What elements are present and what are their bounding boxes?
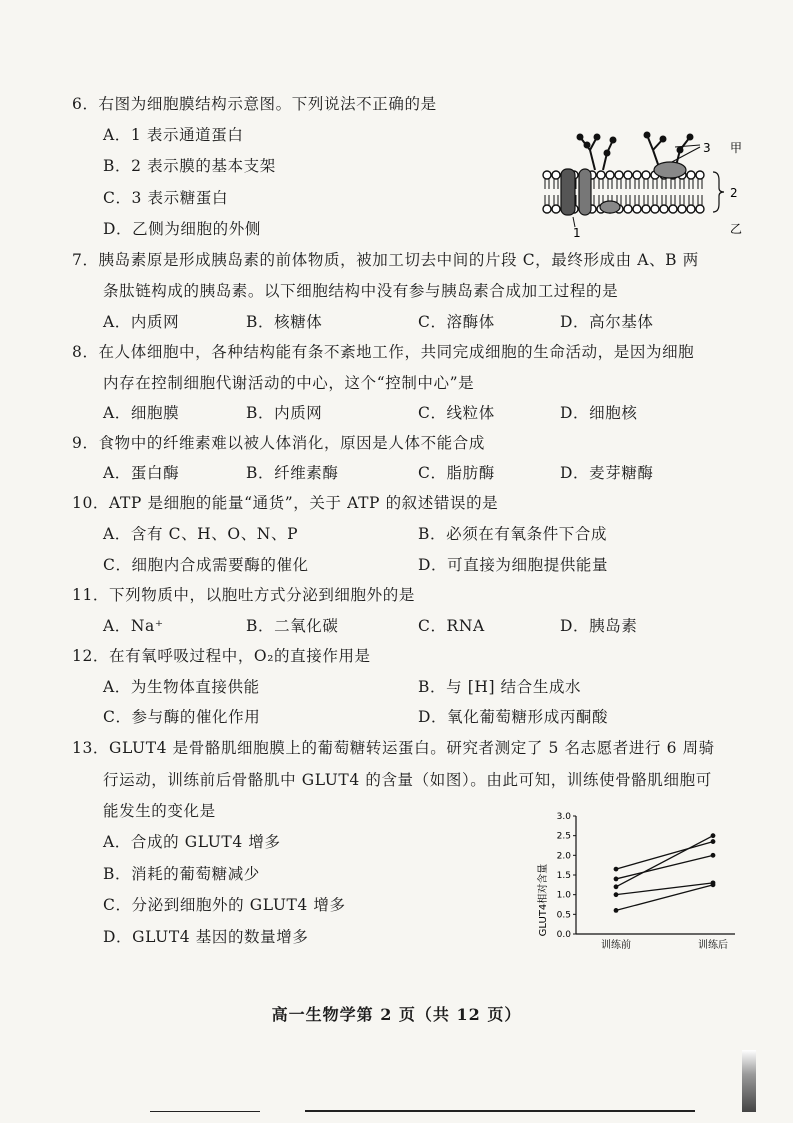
y-tick-label: 0.5 [556, 910, 571, 921]
q8-stem-line2: 内存在控制细胞代谢活动的中心，这个“控制中心”是 [103, 374, 475, 392]
data-point [711, 839, 716, 844]
x-tick-label: 训练后 [698, 940, 728, 951]
q12-option-b[interactable]: B．与 [H] 结合生成水 [418, 678, 582, 696]
q6-option-b[interactable]: B．2 表示膜的基本支架 [103, 157, 276, 175]
label-3: 3 [703, 141, 711, 155]
glut4-line-chart [530, 808, 750, 958]
label-2: 2 [730, 186, 738, 200]
q7-option-c[interactable]: C．溶酶体 [418, 313, 495, 331]
q11-option-a[interactable]: A．Na⁺ [103, 617, 164, 635]
scan-line-left [150, 1111, 260, 1112]
q13-stem-line3: 能发生的变化是 [103, 802, 216, 820]
y-tick-label: 2.0 [556, 851, 571, 862]
y-tick-label: 0.0 [556, 930, 571, 940]
scan-edge-mark [742, 1050, 756, 1112]
q13-option-d[interactable]: D．GLUT4 基因的数量增多 [103, 928, 309, 946]
q13-stem-line2: 行运动，训练前后骨骼肌中 GLUT4 的含量（如图）。由此可知，训练使骨骼肌细胞可 [103, 771, 712, 789]
q11-option-c[interactable]: C．RNA [418, 617, 485, 635]
label-1: 1 [573, 226, 581, 240]
q13-option-a[interactable]: A．合成的 GLUT4 增多 [103, 833, 281, 851]
q7-option-d[interactable]: D．高尔基体 [560, 313, 654, 331]
data-point [614, 884, 619, 889]
data-point [711, 833, 716, 838]
q11-stem: 11．下列物质中，以胞吐方式分泌到细胞外的是 [72, 586, 415, 604]
q9-option-b[interactable]: B．纤维素酶 [246, 464, 339, 482]
q8-option-c[interactable]: C．线粒体 [418, 404, 495, 422]
q11-option-b[interactable]: B．二氧化碳 [246, 617, 339, 635]
q8-option-a[interactable]: A．细胞膜 [103, 404, 180, 422]
q7-stem-line1: 7．胰岛素原是形成胰岛素的前体物质，被加工切去中间的片段 C，最终形成由 A、B 两 [72, 251, 699, 269]
q7-stem-line2: 条肽链构成的胰岛素。以下细胞结构中没有参与胰岛素合成加工过程的是 [103, 282, 619, 300]
q9-option-d[interactable]: D．麦芽糖酶 [560, 464, 654, 482]
q12-option-a[interactable]: A．为生物体直接供能 [103, 678, 260, 696]
y-tick-label: 1.0 [556, 890, 571, 901]
q12-option-c[interactable]: C．参与酶的催化作用 [103, 708, 261, 726]
q8-option-b[interactable]: B．内质网 [246, 404, 323, 422]
q12-option-d[interactable]: D．氧化葡萄糖形成丙酮酸 [418, 708, 609, 726]
q9-stem: 9．食物中的纤维素难以被人体消化，原因是人体不能合成 [72, 434, 485, 452]
q10-option-c[interactable]: C．细胞内合成需要酶的催化 [103, 556, 309, 574]
q10-stem: 10．ATP 是细胞的能量“通货”，关于 ATP 的叙述错误的是 [72, 494, 499, 512]
q7-option-a[interactable]: A．内质网 [103, 313, 180, 331]
q6-stem: 6．右图为细胞膜结构示意图。下列说法不正确的是 [72, 95, 437, 113]
series-line [616, 836, 713, 887]
y-tick-label: 2.5 [556, 831, 571, 842]
data-point [614, 867, 619, 872]
q6-option-c[interactable]: C．3 表示糖蛋白 [103, 189, 229, 207]
x-tick-label: 训练前 [601, 940, 631, 951]
q9-option-a[interactable]: A．蛋白酶 [103, 464, 180, 482]
data-point [614, 892, 619, 897]
q9-option-c[interactable]: C．脂肪酶 [418, 464, 495, 482]
label-top: 甲 [730, 141, 743, 155]
q6-option-a[interactable]: A．1 表示通道蛋白 [103, 126, 244, 144]
q13-option-c[interactable]: C．分泌到细胞外的 GLUT4 增多 [103, 896, 346, 914]
data-point [614, 908, 619, 913]
scan-line-bottom [305, 1110, 695, 1112]
chart-ylabel: GLUT4相对含量 [538, 863, 549, 937]
data-point [711, 853, 716, 858]
y-tick-label: 3.0 [556, 812, 571, 822]
cell-membrane-figure [535, 125, 750, 240]
series-line [616, 842, 713, 870]
q10-option-b[interactable]: B．必须在有氧条件下合成 [418, 525, 608, 543]
y-tick-label: 1.5 [556, 871, 571, 881]
q8-option-d[interactable]: D．细胞核 [560, 404, 638, 422]
q8-stem-line1: 8．在人体细胞中，各种结构能有条不紊地工作，共同完成细胞的生命活动，是因为细胞 [72, 343, 695, 361]
q6-option-d[interactable]: D．乙侧为细胞的外侧 [103, 220, 261, 238]
data-point [711, 882, 716, 887]
q13-option-b[interactable]: B．消耗的葡萄糖减少 [103, 865, 260, 883]
q11-option-d[interactable]: D．胰岛素 [560, 617, 638, 635]
q13-stem-line1: 13．GLUT4 是骨骼肌细胞膜上的葡萄糖转运蛋白。研究者测定了 5 名志愿者进行 6 周骑 [72, 739, 715, 757]
label-bottom: 乙 [730, 222, 743, 236]
data-point [614, 877, 619, 882]
q10-option-d[interactable]: D．可直接为细胞提供能量 [418, 556, 609, 574]
q10-option-a[interactable]: A．含有 C、H、O、N、P [103, 525, 299, 543]
page-footer: 高一生物学第 2 页（共 12 页） [271, 1005, 522, 1024]
series-line [616, 855, 713, 879]
q12-stem: 12．在有氧呼吸过程中，O₂的直接作用是 [72, 647, 371, 665]
q7-option-b[interactable]: B．核糖体 [246, 313, 323, 331]
